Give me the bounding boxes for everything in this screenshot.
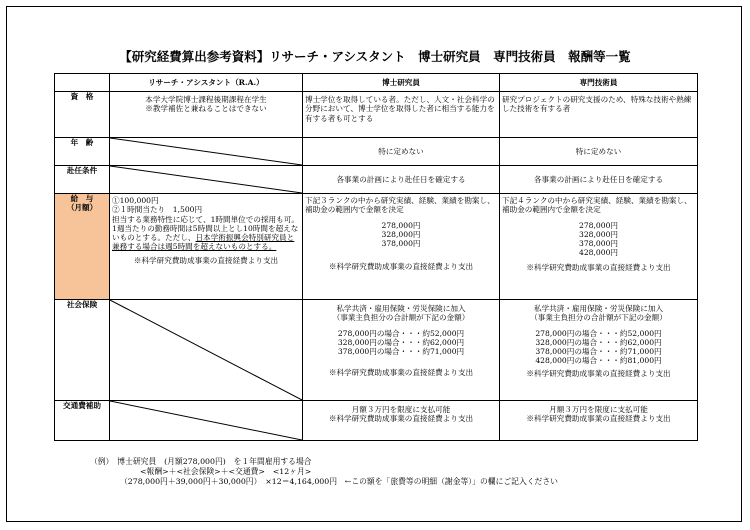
insurance-tech-note: ※科学研究費助成事業の直接経費より支出 [526,368,671,378]
insurance-postdoc-amount: 378,000円の場合・・・約71,000円 [337,347,465,356]
header-tech: 専門技術員 [500,74,698,92]
example-line1: （例） 博士研究員 (月額278,000円) を１年間雇用する場合 [90,457,312,466]
age-ra-empty [110,138,303,166]
header-row [55,74,698,92]
assignment-ra-empty [110,166,303,194]
salary-tech-note: ※科学研究費助成事業の直接経費より支出 [526,262,671,272]
salary-postdoc-desc: 下記３ランクの中から研究実績、経験、業績を勘案し、補助金の範囲内で金額を決定 [305,196,495,215]
salary-postdoc-amounts [305,221,497,249]
salary-tech [500,194,698,300]
label-assignment: 赴任条件 [55,166,110,194]
qualification-tech: 研究プロジェクトの研究支援のため、特殊な技術や熟練した技術を有する者 [500,92,698,138]
insurance-tech [500,300,698,401]
label-insurance: 社会保険 [55,300,110,401]
salary-ra-note: ※科学研究費助成事業の直接経費より支出 [133,255,279,265]
salary-tech-amount: 328,000円 [579,229,618,239]
salary-tech-amount: 428,000円 [579,248,618,258]
insurance-tech-head1: 私学共済・雇用保険・労災保険に加入 [533,304,664,313]
salary-ra-line2: ②１時間当たり 1,500円 [112,205,203,215]
row-qualification [55,92,698,138]
insurance-tech-amount: 278,000円の場合・・・約52,000円 [535,328,662,338]
label-age: 年 齢 [55,138,110,166]
insurance-postdoc-note: ※科学研究費助成事業の直接経費より支出 [328,368,474,378]
example-line2: <報酬>＋<社会保険>＋<交通費> <12ヶ月> [140,467,312,477]
salary-tech-desc: 下記４ランクの中から研究実績、経験、業績を勘案し、補助金の範囲内で金額を決定 [502,196,692,215]
salary-postdoc-amount: 328,000円 [381,229,421,239]
insurance-tech-amount: 428,000円の場合・・・約81,000円 [535,356,662,366]
transport-postdoc-line1: 月額３万円を限度に支払可能 [351,405,451,414]
label-salary [55,194,110,300]
salary-ra [110,194,303,300]
assignment-tech: 各事業の計画により赴任日を確定する [500,166,698,194]
insurance-tech-amount: 378,000円の場合・・・約71,000円 [535,347,662,356]
salary-ra-underlined: 日本学術振興会特別研究員と兼務する場合は週5時間を超えないものとする。 [112,233,295,252]
age-postdoc: 特に定めない [303,138,500,166]
transport-tech [500,401,698,441]
insurance-tech-amount: 328,000円の場合・・・約62,000円 [535,337,662,347]
diagonal-line [110,138,302,165]
label-salary-main: 給 与 [70,194,94,203]
assignment-postdoc: 各事業の計画により赴任日を確定する [303,166,500,194]
salary-postdoc-amount: 378,000円 [381,239,421,248]
salary-postdoc-amount: 278,000円 [381,220,421,230]
transport-postdoc-line2: ※科学研究費助成事業の直接経費より支出 [328,414,474,424]
salary-ra-line1: ①100,000円 [112,196,159,205]
label-qualification: 資 格 [55,92,110,138]
row-assignment [55,166,698,194]
insurance-postdoc-head2: （事業主負担分の合計額が下記の金額） [332,313,470,323]
salary-ra-line3 [112,215,300,252]
row-salary [55,194,698,300]
insurance-postdoc [303,300,500,401]
example-line3: （278,000円＋39,000円＋30,000円） ×12＝4,164,000円 ←この額を「旅費等の明細（謝金等）」の欄にご記入ください [120,477,558,487]
salary-tech-amount: 378,000円 [579,239,618,248]
corner-cell [55,74,110,92]
insurance-postdoc-amount: 278,000円の場合・・・約52,000円 [337,328,465,338]
insurance-ra-empty [110,300,303,401]
diagonal-line [110,401,302,440]
insurance-tech-head2: （事業主負担分の合計額が下記の金額） [530,313,667,323]
qualification-ra [110,92,303,138]
salary-ra-line3-text: 担当する業務特性に応じて、1時間単位での採用も可。1週当たりの勤務時間は5時間以上とし10時間を超えないものとする。ただし、 [112,214,299,242]
header-postdoc: 博士研究員 [303,74,500,92]
age-tech: 特に定めない [500,138,698,166]
insurance-tech-amounts [502,329,695,366]
salary-postdoc [303,194,500,300]
salary-tech-amounts [502,221,695,258]
compensation-table [54,73,698,441]
qualification-ra-line2: ※教学補佐と兼ねることはできない [145,104,267,114]
qualification-ra-line1: 本学大学院博士課程後期課程在学生 [145,95,267,104]
insurance-postdoc-amounts [305,329,497,357]
insurance-postdoc-head1: 私学共済・雇用保険・労災保険に加入 [336,304,466,313]
transport-postdoc [303,401,500,441]
transport-ra-empty [110,401,303,441]
label-salary-sub: （月額） [66,203,98,213]
header-ra: リサーチ・アシスタント（R.A.） [110,74,303,92]
salary-postdoc-note: ※科学研究費助成事業の直接経費より支出 [328,262,474,272]
salary-tech-amount: 278,000円 [579,220,618,230]
row-transport [55,401,698,441]
label-transport: 交通費補助 [55,401,110,441]
diagonal-line [110,300,302,400]
transport-tech-line1: 月額３万円を限度に支払可能 [549,405,648,414]
row-insurance [55,300,698,401]
insurance-postdoc-amount: 328,000円の場合・・・約62,000円 [337,337,465,347]
qualification-postdoc: 博士学位を取得している者。ただし、人文・社会科学の分野において、博士学位を取得した者に相当する能力を有する者も可とする [303,92,500,138]
diagonal-line [110,166,302,193]
row-age [55,138,698,166]
example-calculation [90,457,558,487]
transport-tech-line2: ※科学研究費助成事業の直接経費より支出 [526,414,671,424]
page-title: 【研究経費算出参考資料】リサーチ・アシスタント 博士研究員 専門技術員 報酬等一覧 [119,49,631,64]
